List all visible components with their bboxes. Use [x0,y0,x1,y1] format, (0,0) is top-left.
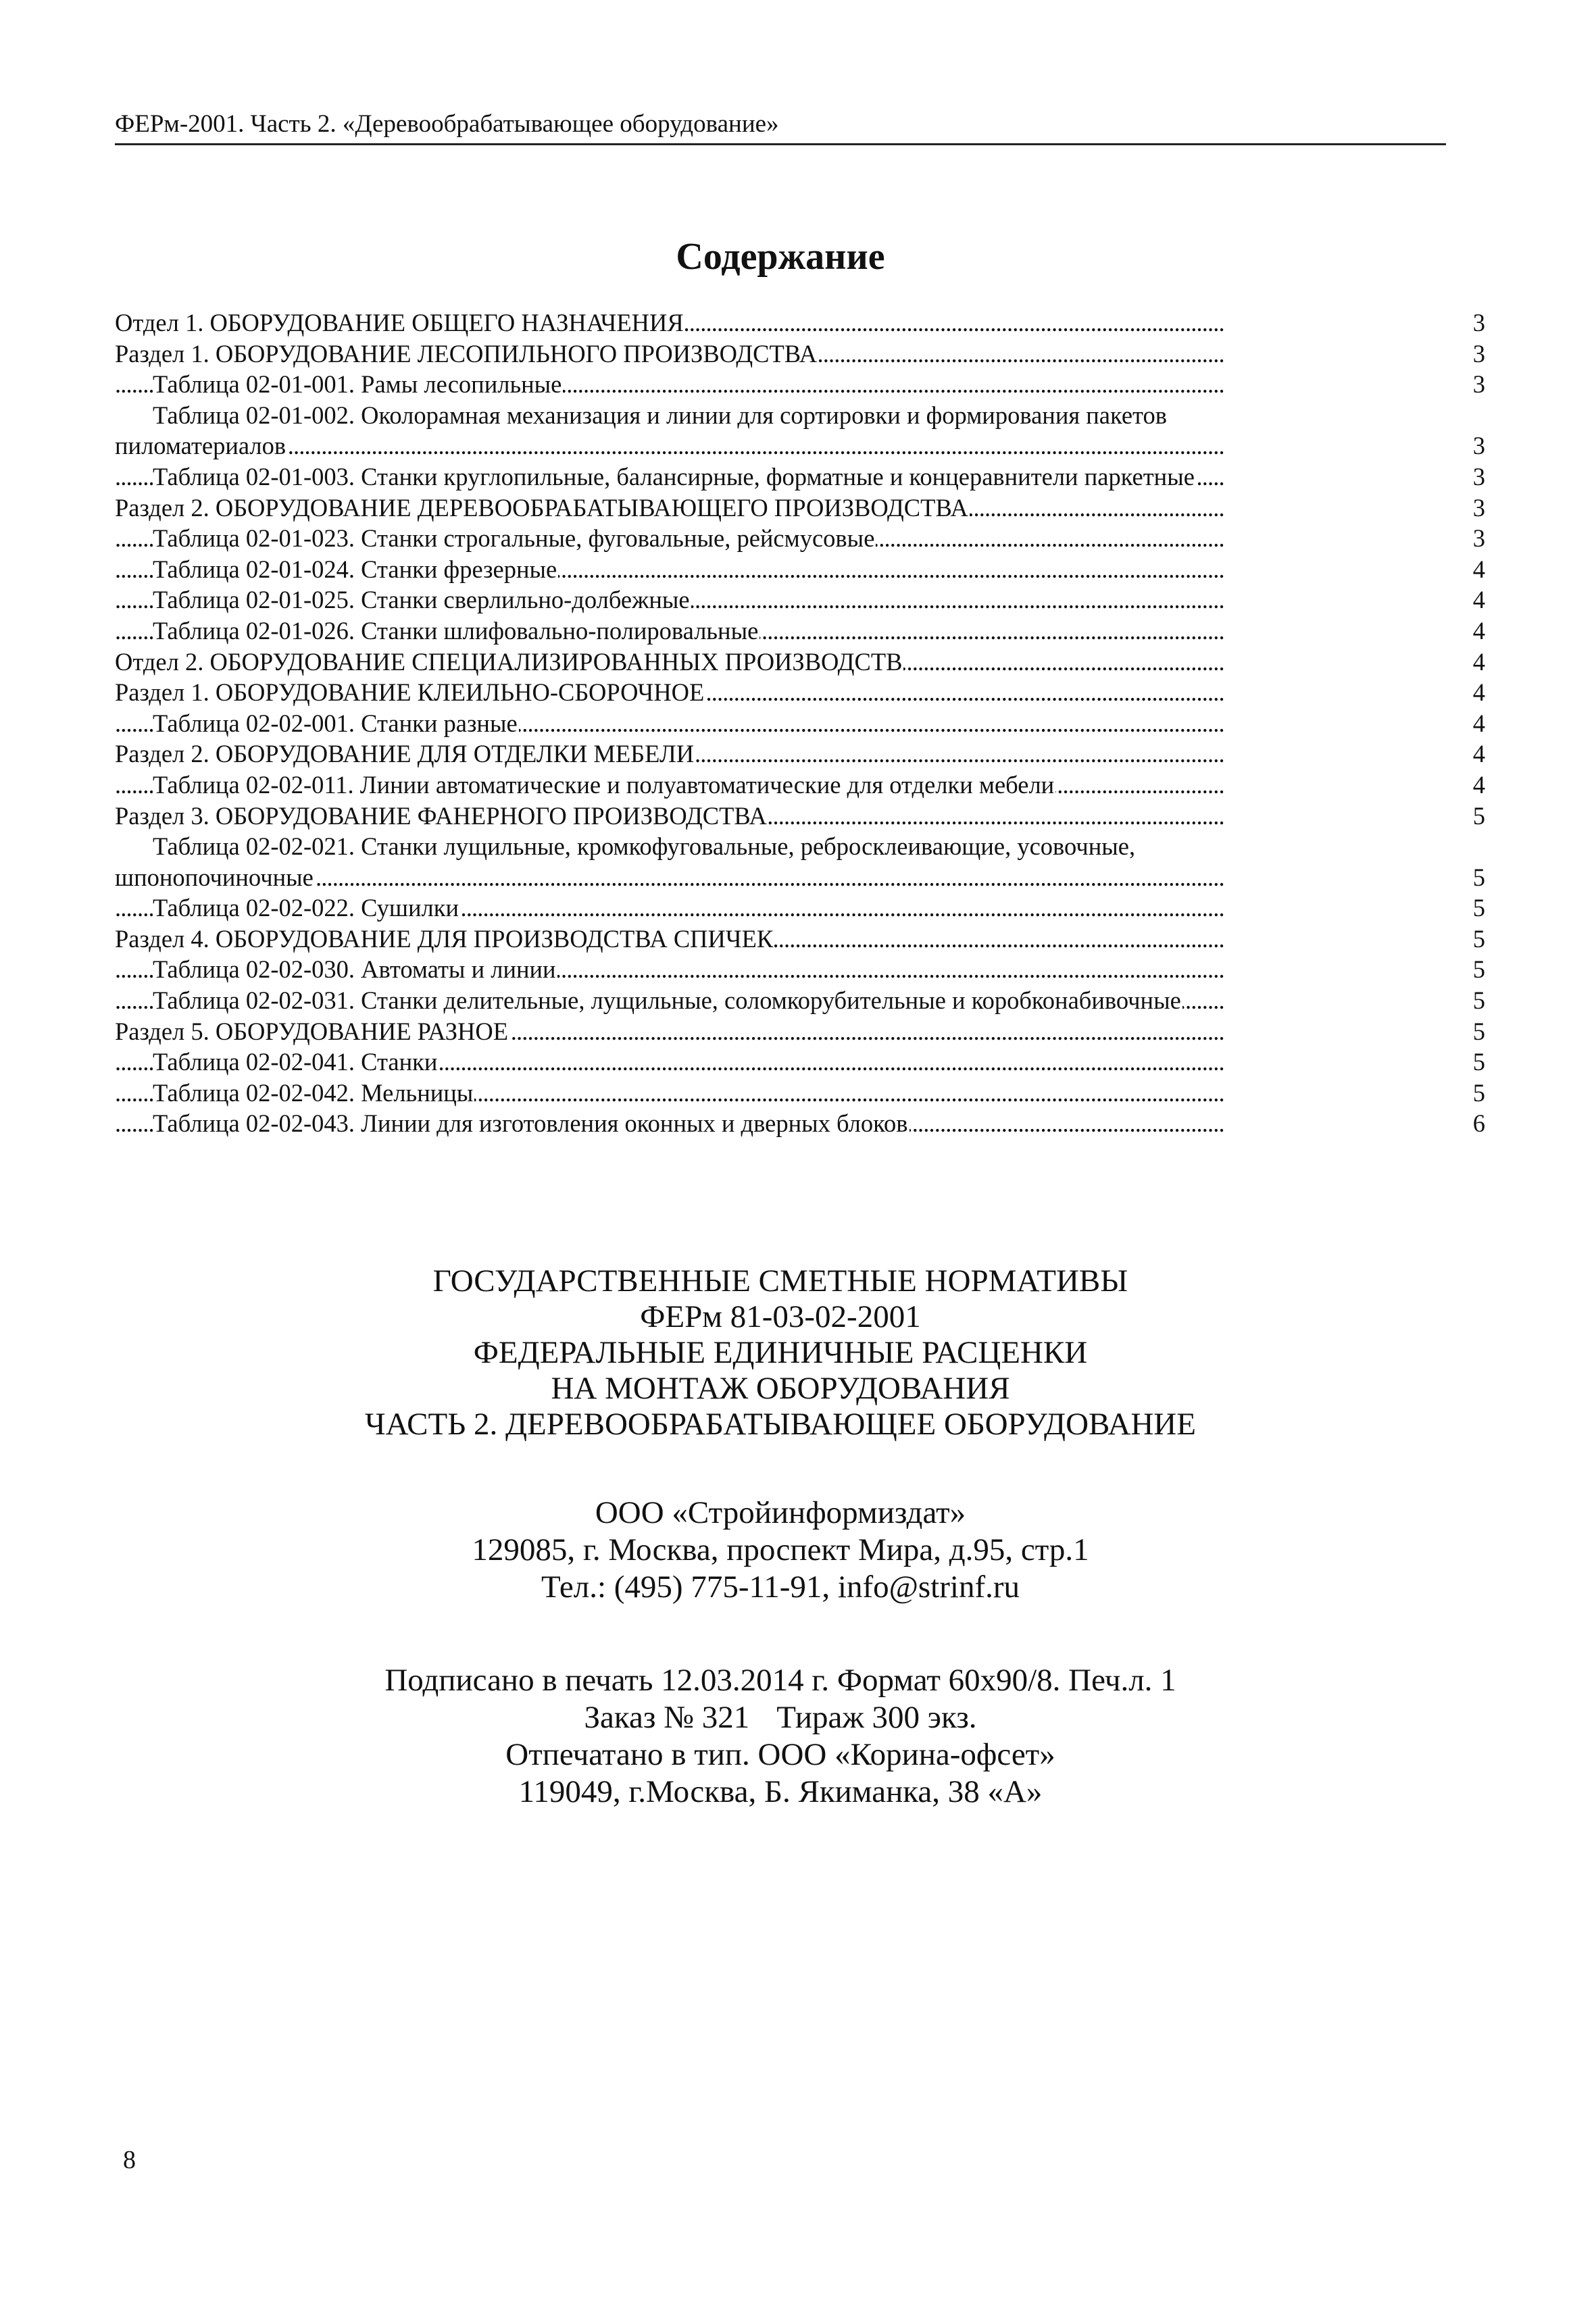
toc-entry[interactable] [115,801,1485,832]
toc-entry[interactable] [115,954,1485,985]
toc-entry-page: 5 [1469,862,1485,893]
toc-entry-page: 4 [1469,647,1485,678]
toc-entry[interactable] [115,647,1485,678]
toc-entry-page: 3 [1469,338,1485,370]
toc-entry[interactable] [115,708,1485,739]
toc-entry-page: 4 [1469,554,1485,585]
toc-entry[interactable] [115,1047,1485,1078]
imprint-title-block [115,1263,1446,1442]
toc-entry-page: 3 [1469,461,1485,493]
toc-entry-text: Отдел 2. ОБОРУДОВАНИЕ СПЕЦИАЛИЗИРОВАННЫХ ПРОИЗВОДСТВ [115,647,903,676]
imprint-title-line: ФЕДЕРАЛЬНЫЕ ЕДИНИЧНЫЕ РАСЦЕНКИ [473,1335,1088,1370]
toc-entry-page: 4 [1469,708,1485,739]
toc-entry-text: Таблица 02-02-041. Станки [153,1048,438,1076]
print-signed: Подписано в печать 12.03.2014 г. Формат 60x90/8. Печ.л. 1 [384,1663,1176,1698]
toc-entry[interactable] [115,985,1485,1016]
toc-entry-page: 4 [1469,677,1485,708]
print-order: Заказ № 321 [584,1700,750,1735]
toc-entry-page: 3 [1469,307,1485,338]
toc-entry[interactable] [115,493,1485,524]
toc-entry-page: 4 [1469,770,1485,801]
toc-entry-text: Раздел 1. ОБОРУДОВАНИЕ КЛЕИЛЬНО-СБОРОЧНОЕ [115,678,705,707]
toc-entry[interactable] [115,369,1485,400]
toc-entry[interactable] [115,1108,1485,1139]
toc-entry-page: 5 [1469,924,1485,955]
toc-entry-text: Раздел 1. ОБОРУДОВАНИЕ ЛЕСОПИЛЬНОГО ПРОИЗВОДСТВА [115,339,818,368]
toc-entry-text: Таблица 02-02-030. Автоматы и линии [153,955,556,984]
toc-entry[interactable] [115,892,1485,924]
publisher-name: ООО «Стройинформиздат» [595,1495,966,1530]
toc-entry[interactable] [115,831,1485,862]
toc-entry-text: Таблица 02-01-002. Околорамная механизация и линии для сортировки и формирования пакетов [153,401,1167,429]
imprint-title-line: ГОСУДАРСТВЕННЫЕ СМЕТНЫЕ НОРМАТИВЫ [432,1263,1128,1299]
toc-entry-page: 3 [1469,430,1485,461]
publisher-block [115,1494,1446,1606]
imprint-title-line: ФЕРм 81-03-02-2001 [640,1299,921,1334]
toc-entry-text: Таблица 02-01-026. Станки шлифовально-полировальные [153,616,759,645]
toc-entry-page: 3 [1469,523,1485,554]
imprint-title-line: НА МОНТАЖ ОБОРУДОВАНИЯ [551,1371,1010,1406]
toc-entry-page: 5 [1469,954,1485,985]
toc-entry-page: 6 [1469,1108,1485,1139]
toc-entry-text: Таблица 02-02-043. Линии для изготовления оконных и дверных блоков [153,1109,908,1138]
toc-entry[interactable] [115,615,1485,647]
toc-entry[interactable] [115,307,1485,338]
publisher-contacts: Тел.: (495) 775-11-91, info@strinf.ru [541,1569,1020,1605]
print-printed-at: Отпечатано в тип. ООО «Корина-офсет» [505,1737,1055,1772]
toc-entry-text: Таблица 02-02-021. Станки лущильные, кромкофуговальные, ребросклеивающие, усовочные, [153,832,1136,861]
print-run: Тираж 300 экз. [776,1700,977,1735]
print-order-line [115,1699,1446,1736]
toc-entry-text: Таблица 02-01-024. Станки фрезерные [153,555,557,583]
toc-entry-text: Раздел 2. ОБОРУДОВАНИЕ ДЕРЕВООБРАБАТЫВАЮЩЕГО ПРОИЗВОДСТВА [115,493,968,522]
running-header: ФЕРм-2001. Часть 2. «Деревообрабатывающее оборудование» [115,108,1446,145]
toc-entry-page: 4 [1469,738,1485,770]
toc-entry[interactable] [115,400,1485,431]
toc-entry-text: Таблица 02-02-031. Станки делительные, лущильные, соломкорубительные и коробконабивочные [153,986,1181,1015]
toc-entry[interactable] [115,924,1485,955]
toc-entry-page: 5 [1469,801,1485,832]
print-info-block [115,1662,1446,1811]
toc-entry-page: 4 [1469,584,1485,615]
toc-entry-text: Раздел 3. ОБОРУДОВАНИЕ ФАНЕРНОГО ПРОИЗВОДСТВА [115,801,767,830]
toc-entry[interactable] [115,430,1485,461]
page-number: 8 [123,2146,136,2174]
toc-entry-text: Таблица 02-02-022. Сушилки [153,894,459,922]
table-of-contents [115,307,1485,1139]
toc-entry-page: 3 [1469,369,1485,400]
toc-entry[interactable] [115,1078,1485,1109]
toc-entry-text: шпонопочиночные [115,863,314,891]
toc-entry-page: 3 [1469,493,1485,524]
toc-entry-text: Таблица 02-02-001. Станки разные [153,709,518,737]
toc-entry[interactable] [115,1016,1485,1047]
toc-title: Содержание [676,236,885,278]
toc-entry-text: Таблица 02-01-001. Рамы лесопильные [153,370,562,399]
toc-entry[interactable] [115,338,1485,370]
toc-entry-page: 5 [1469,1047,1485,1078]
toc-entry-text: Таблица 02-01-003. Станки круглопильные, балансирные, форматные и концеравнители паркетные [153,462,1195,491]
toc-entry-text: пиломатериалов [115,432,286,460]
publisher-address: 129085, г. Москва, проспект Мира, д.95, стр.1 [472,1532,1089,1567]
toc-entry-page: 5 [1469,985,1485,1016]
print-address: 119049, г.Москва, Б. Якиманка, 38 «А» [518,1774,1043,1809]
toc-entry-page: 5 [1469,1016,1485,1047]
toc-entry[interactable] [115,677,1485,708]
imprint-title-line: ЧАСТЬ 2. ДЕРЕВООБРАБАТЫВАЮЩЕЕ ОБОРУДОВАНИЕ [365,1407,1196,1442]
toc-entry-text: Таблица 02-01-025. Станки сверлильно-долбежные [153,586,690,614]
toc-entry[interactable] [115,584,1485,615]
toc-entry-text: Отдел 1. ОБОРУДОВАНИЕ ОБЩЕГО НАЗНАЧЕНИЯ [115,309,684,336]
toc-entry-text: Раздел 5. ОБОРУДОВАНИЕ РАЗНОЕ [115,1017,509,1045]
toc-entry-text: Таблица 02-02-042. Мельницы [153,1078,474,1107]
toc-entry[interactable] [115,862,1485,893]
toc-entry-page: 5 [1469,892,1485,924]
toc-entry-page: 4 [1469,615,1485,647]
toc-entry[interactable] [115,554,1485,585]
toc-entry[interactable] [115,461,1485,493]
toc-entry[interactable] [115,770,1485,801]
toc-entry-text: Таблица 02-02-011. Линии автоматические и полуавтоматические для отделки мебели [153,770,1055,799]
toc-entry[interactable] [115,738,1485,770]
toc-entry-text: Раздел 4. ОБОРУДОВАНИЕ ДЛЯ ПРОИЗВОДСТВА СПИЧЕК [115,924,774,953]
toc-entry-text: Раздел 2. ОБОРУДОВАНИЕ ДЛЯ ОТДЕЛКИ МЕБЕЛИ [115,740,695,768]
toc-entry-text: Таблица 02-01-023. Станки строгальные, фуговальные, рейсмусовые [153,524,875,553]
toc-entry[interactable] [115,523,1485,554]
toc-entry-page: 5 [1469,1078,1485,1109]
